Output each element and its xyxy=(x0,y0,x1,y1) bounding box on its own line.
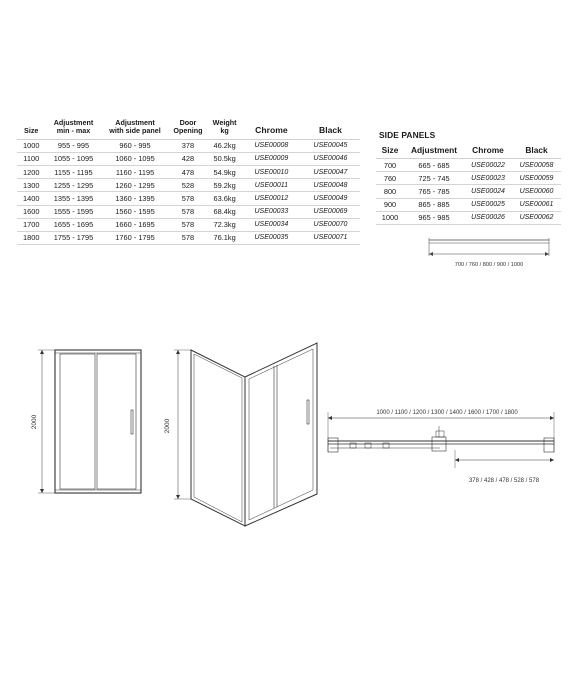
side-black-code-cell: USE00062 xyxy=(512,211,561,224)
size-cell: 1600 xyxy=(17,205,45,218)
adjustment-cell: 1055 - 1095 xyxy=(45,152,101,165)
side-black-code-cell: USE00059 xyxy=(512,172,561,185)
weight-cell: 72.3kg xyxy=(207,218,242,231)
adjustment-cell: 1355 - 1395 xyxy=(45,192,101,205)
adjustment-cell: 955 - 995 xyxy=(45,139,101,152)
door-plan-drawing xyxy=(328,412,554,468)
black-code-cell: USE00048 xyxy=(301,179,360,192)
door-opening-cell: 578 xyxy=(169,218,208,231)
black-code-cell: USE00047 xyxy=(301,165,360,178)
black-header: Black xyxy=(301,117,360,139)
side-chrome-code-cell: USE00026 xyxy=(464,211,512,224)
side-chrome-code-cell: USE00023 xyxy=(464,172,512,185)
chrome-code-cell: USE00035 xyxy=(242,231,301,244)
door-opening-cell: 578 xyxy=(169,205,208,218)
door-opening-cell: 578 xyxy=(169,231,208,244)
side-adjustment-cell: 865 - 885 xyxy=(404,198,464,211)
door-opening-cell: 428 xyxy=(169,152,208,165)
size-cell: 1800 xyxy=(17,231,45,244)
adjustment-cell: 1155 - 1195 xyxy=(45,165,101,178)
size-cell: 1000 xyxy=(17,139,45,152)
front-height-label: 2000 xyxy=(31,414,38,430)
side-size-cell: 1000 xyxy=(376,211,404,224)
door-opening-header: Door Opening xyxy=(169,117,208,139)
weight-cell: 68.4kg xyxy=(207,205,242,218)
side-adjustment-cell: 725 - 745 xyxy=(404,172,464,185)
black-code-cell: USE00046 xyxy=(301,152,360,165)
side-chrome-code-cell: USE00024 xyxy=(464,185,512,198)
side-size-header: Size xyxy=(376,143,404,159)
chrome-code-cell: USE00011 xyxy=(242,179,301,192)
front-elevation-drawing xyxy=(38,350,141,493)
side-panel-plan-drawing xyxy=(429,238,549,256)
door-opening-cell: 378 xyxy=(169,139,208,152)
side-size-cell: 900 xyxy=(376,198,404,211)
black-code-cell: USE00071 xyxy=(301,231,360,244)
door-opening-label: 378 / 428 / 478 / 528 / 578 xyxy=(468,478,540,484)
corner-height-label: 2000 xyxy=(164,418,171,434)
side-black-code-cell: USE00058 xyxy=(512,159,561,172)
adjustment-side-panel-cell: 960 - 995 xyxy=(101,139,168,152)
weight-cell: 76.1kg xyxy=(207,231,242,244)
black-code-cell: USE00070 xyxy=(301,218,360,231)
chrome-code-cell: USE00033 xyxy=(242,205,301,218)
chrome-code-cell: USE00010 xyxy=(242,165,301,178)
adjustment-side-panel-cell: 1360 - 1395 xyxy=(101,192,168,205)
chrome-code-cell: USE00008 xyxy=(242,139,301,152)
size-cell: 1100 xyxy=(17,152,45,165)
chrome-header: Chrome xyxy=(242,117,301,139)
side-adjustment-cell: 765 - 785 xyxy=(404,185,464,198)
adjustment-side-panel-cell: 1760 - 1795 xyxy=(101,231,168,244)
side-chrome-header: Chrome xyxy=(464,143,512,159)
weight-cell: 54.9kg xyxy=(207,165,242,178)
chrome-code-cell: USE00034 xyxy=(242,218,301,231)
corner-elevation-drawing xyxy=(174,343,317,526)
door-width-label: 1000 / 1100 / 1200 / 1300 / 1400 / 1600 / 1700 / 1800 xyxy=(376,410,518,416)
side-black-code-cell: USE00060 xyxy=(512,185,561,198)
side-panel-width-label: 700 / 760 / 800 / 900 / 1000 xyxy=(454,262,524,268)
adjustment-side-panel-header: Adjustment with side panel xyxy=(101,117,168,139)
adjustment-side-panel-cell: 1060 - 1095 xyxy=(101,152,168,165)
side-adjustment-header: Adjustment xyxy=(404,143,464,159)
side-black-code-cell: USE00061 xyxy=(512,198,561,211)
weight-cell: 46.2kg xyxy=(207,139,242,152)
black-code-cell: USE00049 xyxy=(301,192,360,205)
size-cell: 1300 xyxy=(17,179,45,192)
adjustment-cell: 1655 - 1695 xyxy=(45,218,101,231)
size-cell: 1200 xyxy=(17,165,45,178)
adjustment-side-panel-cell: 1160 - 1195 xyxy=(101,165,168,178)
adjustment-header: Adjustment min - max xyxy=(45,117,101,139)
door-opening-cell: 478 xyxy=(169,165,208,178)
side-chrome-code-cell: USE00025 xyxy=(464,198,512,211)
black-code-cell: USE00069 xyxy=(301,205,360,218)
size-cell: 1700 xyxy=(17,218,45,231)
side-adjustment-cell: 665 - 685 xyxy=(404,159,464,172)
adjustment-cell: 1755 - 1795 xyxy=(45,231,101,244)
chrome-code-cell: USE00009 xyxy=(242,152,301,165)
weight-header: Weight kg xyxy=(207,117,242,139)
side-adjustment-cell: 965 - 985 xyxy=(404,211,464,224)
weight-cell: 63.6kg xyxy=(207,192,242,205)
weight-cell: 59.2kg xyxy=(207,179,242,192)
adjustment-side-panel-cell: 1260 - 1295 xyxy=(101,179,168,192)
weight-cell: 50.5kg xyxy=(207,152,242,165)
door-opening-cell: 528 xyxy=(169,179,208,192)
side-size-cell: 700 xyxy=(376,159,404,172)
door-opening-cell: 578 xyxy=(169,192,208,205)
adjustment-side-panel-cell: 1660 - 1695 xyxy=(101,218,168,231)
chrome-code-cell: USE00012 xyxy=(242,192,301,205)
side-chrome-code-cell: USE00022 xyxy=(464,159,512,172)
size-header: Size xyxy=(17,117,45,139)
side-size-cell: 800 xyxy=(376,185,404,198)
side-black-header: Black xyxy=(512,143,561,159)
adjustment-cell: 1255 - 1295 xyxy=(45,179,101,192)
black-code-cell: USE00045 xyxy=(301,139,360,152)
adjustment-cell: 1555 - 1595 xyxy=(45,205,101,218)
adjustment-side-panel-cell: 1560 - 1595 xyxy=(101,205,168,218)
size-cell: 1400 xyxy=(17,192,45,205)
side-size-cell: 760 xyxy=(376,172,404,185)
side-panels-title: SIDE PANELS xyxy=(379,130,436,140)
